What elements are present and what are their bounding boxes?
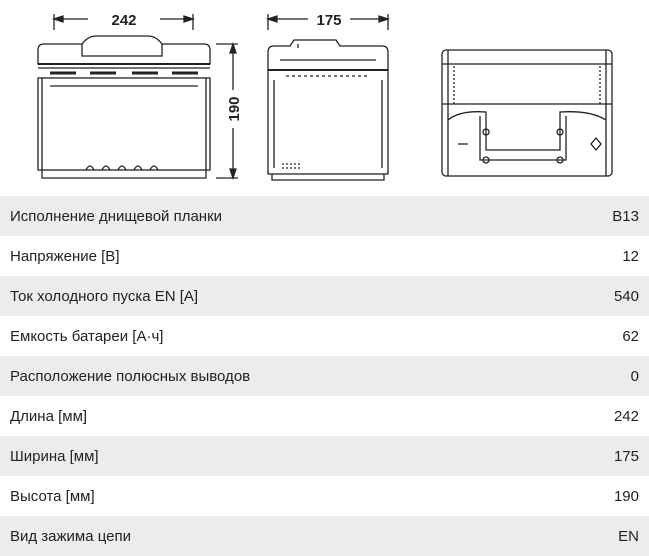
spec-label: Вид зажима цепи	[10, 527, 132, 545]
spec-row-bottom-hold-down	[0, 196, 649, 236]
spec-value: 190	[613, 487, 639, 505]
height-dimension-label: 190	[226, 96, 243, 122]
spec-value: 62	[622, 327, 639, 345]
spec-row-length	[0, 396, 649, 436]
spec-row-width	[0, 436, 649, 476]
spec-label: Ток холодного пуска EN [А]	[10, 287, 199, 305]
spec-value: 540	[613, 287, 639, 305]
spec-label: Высота [мм]	[10, 487, 95, 505]
spec-label: Ширина [мм]	[10, 447, 99, 465]
spec-label: Емкость батареи [А·ч]	[10, 327, 164, 345]
spec-label: Напряжение [В]	[10, 247, 120, 265]
spec-table	[0, 196, 649, 556]
spec-label: Расположение полюсных выводов	[10, 367, 251, 385]
spec-row-height	[0, 476, 649, 516]
spec-value: 175	[613, 447, 639, 465]
width-dimension-label: 175	[316, 12, 342, 29]
spec-row-voltage	[0, 236, 649, 276]
spec-value: 0	[630, 367, 639, 385]
spec-value: 242	[613, 407, 639, 425]
spec-value: B13	[612, 207, 639, 225]
spec-label: Исполнение днищевой планки	[10, 207, 223, 225]
spec-value: 12	[622, 247, 639, 265]
length-dimension-label: 242	[111, 12, 137, 29]
battery-drawings	[0, 0, 649, 196]
spec-row-terminal-type	[0, 516, 649, 556]
spec-row-capacity	[0, 316, 649, 356]
spec-row-cold-cranking	[0, 276, 649, 316]
spec-row-terminal-layout	[0, 356, 649, 396]
spec-label: Длина [мм]	[10, 407, 88, 425]
spec-value: EN	[618, 527, 639, 545]
